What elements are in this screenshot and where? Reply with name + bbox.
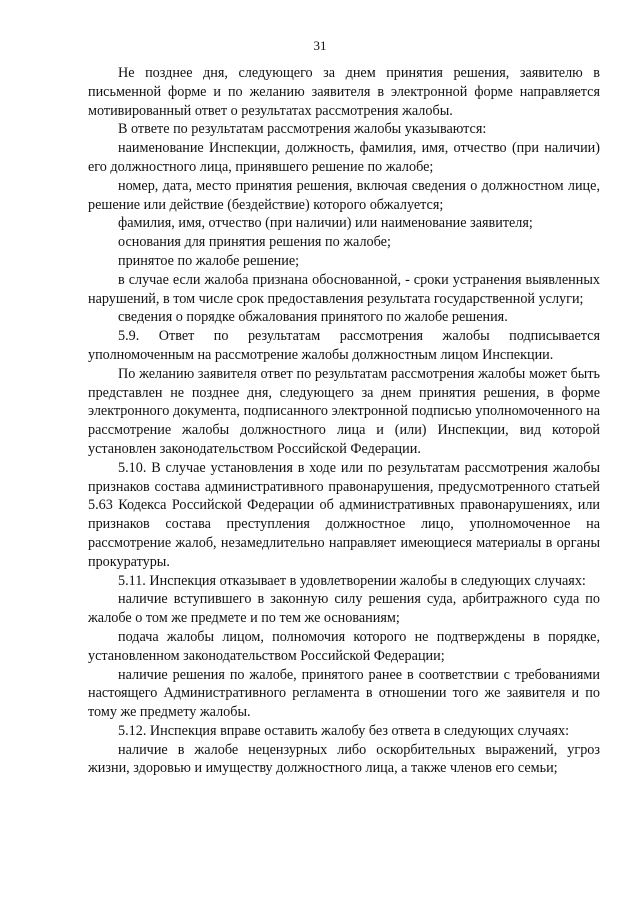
paragraph-section-5-9: 5.9. Ответ по результатам рассмотрения жалобы подписывается уполномоченным на рассмотрение жалобы должностным лицом Инспекции. [88, 328, 600, 363]
paragraph-answer-deadline: Не позднее дня, следующего за днем принятия решения, заявителю в письменной форме и по желанию заявителя в электронной форме направляется мотивированный ответ о результатах рассмотрения жалобы. [88, 65, 600, 119]
paragraph-section-5-11: 5.11. Инспекция отказывает в удовлетворении жалобы в следующих случаях: [118, 572, 586, 589]
paragraph-decision-details: номер, дата, место принятия решения, включая сведения о должностном лице, решение или действие (бездействие) которого обжалуется; [88, 177, 600, 213]
paragraph-applicant-name: фамилия, имя, отчество (при наличии) или наименование заявителя; [118, 215, 533, 232]
paragraph-section-5-10: 5.10. В случае установления в ходе или по результатам рассмотрения жалобы признаков состава административного правонарушения, предусмотренного статьей 5.63 Кодекса Российской Федерации об административных правонарушениях, или признаков состава преступления должностное лицо, уполномоченное на рассмотрение жалоб, незамедлительно направляет имеющиеся материалы в органы прокуратуры. [88, 459, 600, 570]
paragraph-appeal-procedure: сведения о порядке обжалования принятого по жалобе решения. [118, 309, 508, 326]
page-number: 31 [313, 38, 327, 53]
paragraph-answer-contents-intro: В ответе по результатам рассмотрения жалобы указываются: [118, 121, 487, 138]
document-body [88, 64, 600, 778]
paragraph-decision-grounds: основания для принятия решения по жалобе; [118, 234, 391, 251]
paragraph-section-5-12: 5.12. Инспекция вправе оставить жалобу без ответа в следующих случаях: [118, 722, 570, 739]
paragraph-decision-made: принятое по жалобе решение; [118, 252, 300, 269]
paragraph-inspection-official: наименование Инспекции, должность, фамилия, имя, отчество (при наличии) его должностного лица, принявшего решение по жалобе; [88, 140, 600, 175]
paragraph-offensive-language: наличие в жалобе нецензурных либо оскорбительных выражений, угроз жизни, здоровью и имуществу должностного лица, а также членов его семьи; [88, 741, 600, 777]
paragraph-court-decision: наличие вступившего в законную силу решения суда, арбитражного суда по жалобе о том же предмете и по тем же основаниям; [88, 591, 600, 627]
paragraph-electronic-answer: По желанию заявителя ответ по результатам рассмотрения жалобы может быть представлен не позднее дня, следующего за днем принятия решения, в форме электронного документа, подписанного электронной подписью уполномоченного на рассмотрение жалобы должностного лица и (или) Инспекции, вид которой установлен законодательством Российской Федерации. [88, 365, 600, 457]
paragraph-unconfirmed-authority: подача жалобы лицом, полномочия которого не подтверждены в порядке, установленном законодательством Российской Федерации; [88, 628, 600, 664]
paragraph-remedy-deadlines: в случае если жалоба признана обоснованной, - сроки устранения выявленных нарушений, в том числе срок предоставления результата государственной услуги; [88, 271, 600, 307]
paragraph-prior-decision: наличие решения по жалобе, принятого ранее в соответствии с требованиями настоящего Административного регламента в отношении того же заявителя и по тому же предмету жалобы. [88, 666, 600, 721]
